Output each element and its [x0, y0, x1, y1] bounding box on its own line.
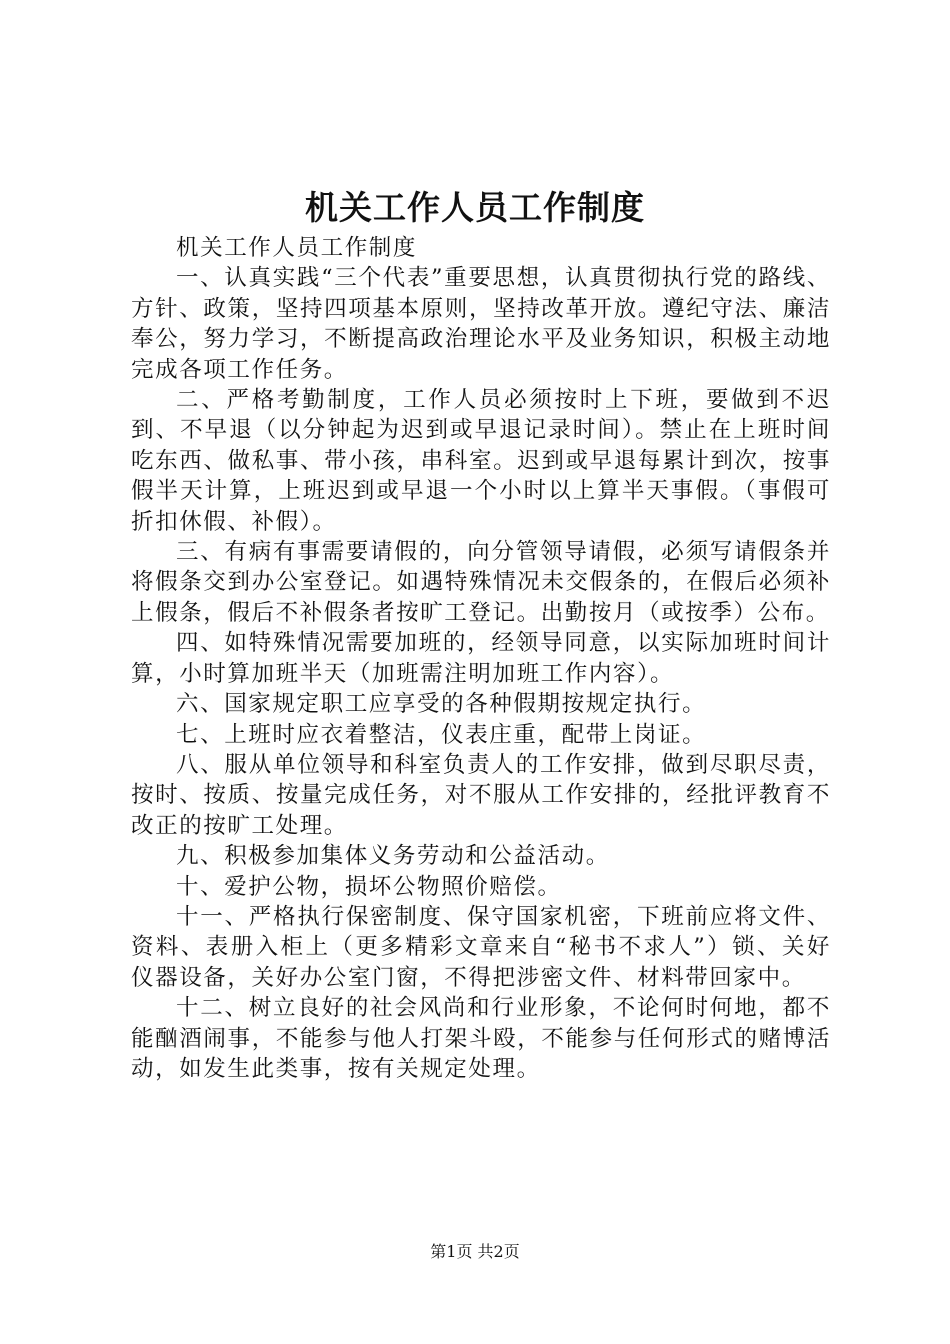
- paragraph-item-7: 七、上班时应衣着整洁，仪表庄重，配带上岗证。: [176, 721, 707, 748]
- paragraph-item-10: 十、爱护公物，损坏公物照价赔偿。: [176, 873, 562, 900]
- paragraph-item-9: 九、积极参加集体义务劳动和公益活动。: [176, 843, 610, 870]
- document-title: 机关工作人员工作制度: [305, 188, 645, 227]
- paragraph-item-3: 三、有病有事需要请假的，向分管领导请假，必须写请假条并将假条交到办公室登记。如遇特殊情况未交假条的，在假后必须补上假条，假后不补假条者按旷工登记。出勤按月（或按季）公布。: [131, 539, 831, 626]
- paragraph-heading: 机关工作人员工作制度: [176, 235, 418, 261]
- document-body: [131, 233, 831, 1084]
- paragraph-item-8: 八、服从单位领导和科室负责人的工作安排，做到尽职尽责，按时、按质、按量完成任务，对不服从工作安排的，经批评教育不改正的按旷工处理。: [131, 751, 831, 839]
- paragraph-item-11: 十一、严格执行保密制度、保守国家机密，下班前应将文件、资料、表册入柜上（更多精彩文章来自“秘书不求人”）锁、关好仪器设备，关好办公室门窗，不得把涉密文件、材料带回家中。: [131, 903, 831, 991]
- page-number-footer: 第1页 共2页: [430, 1242, 520, 1261]
- paragraph-item-4: 四、如特殊情况需要加班的，经领导同意，以实际加班时间计算，小时算加班半天（加班需注明加班工作内容）。: [131, 630, 831, 687]
- paragraph-item-2: 二、严格考勤制度，工作人员必须按时上下班，要做到不迟到、不早退（以分钟起为迟到或早退记录时间）。禁止在上班时间吃东西、做私事、带小孩，串科室。迟到或早退每累计到次，按事假半天计算，上班迟到或早退一个小时以上算半天事假。（事假可折扣休假、补假）。: [131, 387, 831, 535]
- paragraph-item-12: 十二、树立良好的社会风尚和行业形象，不论何时何地，都不能酗酒闹事，不能参与他人打架斗殴，不能参与任何形式的赌博活动，如发生此类事，按有关规定处理。: [131, 995, 831, 1082]
- paragraph-item-6: 六、国家规定职工应享受的各种假期按规定执行。: [176, 691, 707, 718]
- paragraph-item-1: 一、认真实践“三个代表”重要思想，认真贯彻执行党的路线、方针、政策，坚持四项基本原则，坚持改革开放。遵纪守法、廉洁奉公，努力学习，不断提高政治理论水平及业务知识，积极主动地完成各项工作任务。: [131, 265, 831, 383]
